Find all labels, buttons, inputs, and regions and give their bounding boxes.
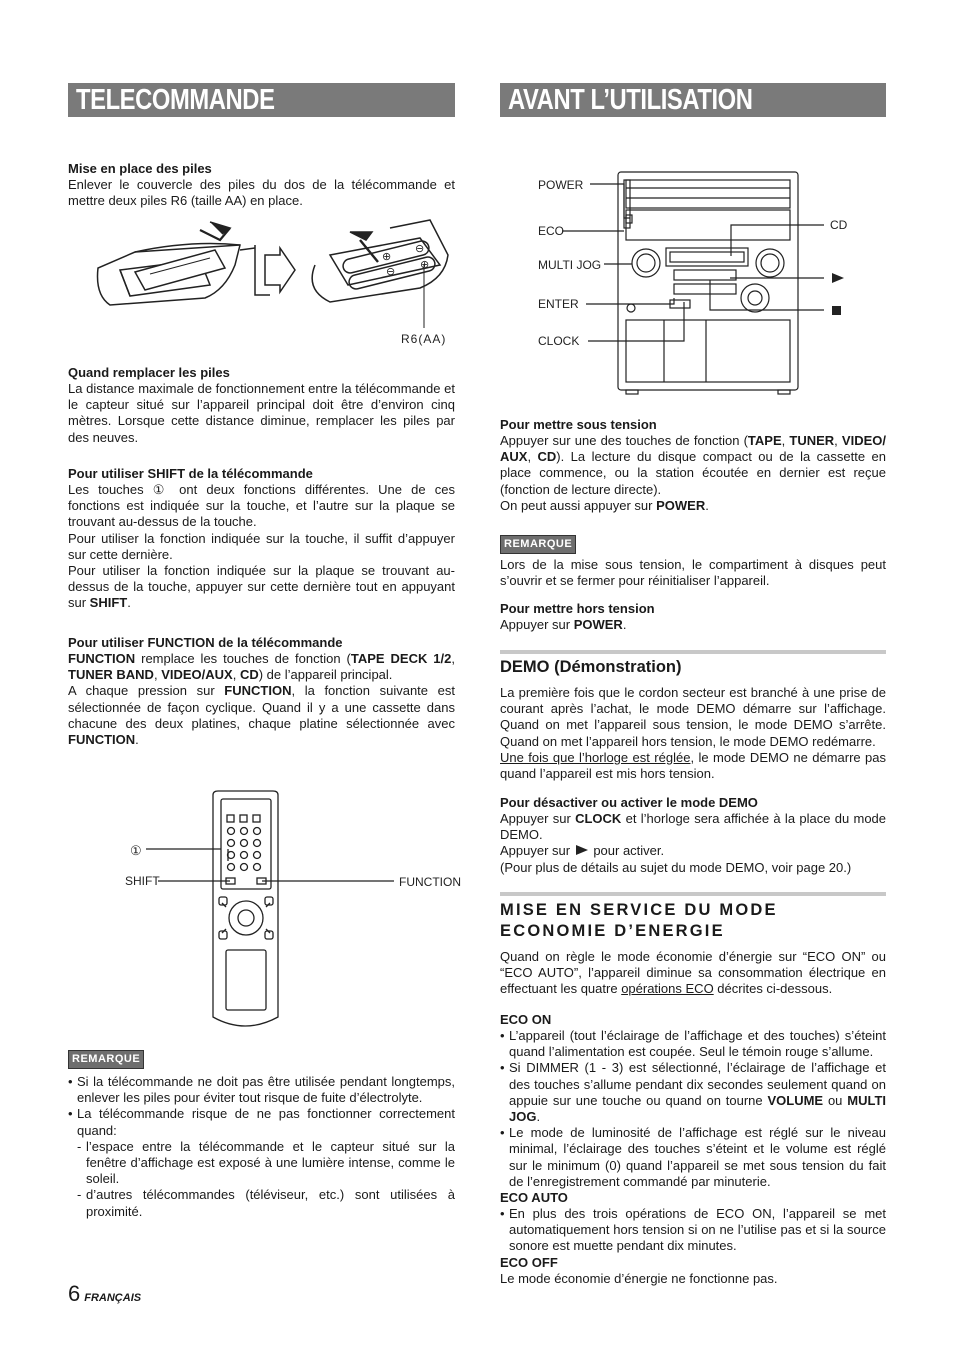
heading-mise-en-place: Mise en place des piles — [68, 161, 212, 176]
label-circled-1: ① — [130, 843, 142, 858]
section-banner-telecommande — [68, 83, 455, 117]
text-eco-off: Le mode économie d’énergie ne fonctionne pas. — [500, 1270, 778, 1286]
text-quand-remplacer: La distance maximale de fonctionnement entre la télécommande et le capteur situé sur l’appareil principal doit être d’environ cinq mètres. Lorsque cette distance diminue, remplacer les piles par des neuves. — [68, 381, 455, 445]
label-cd: CD — [830, 218, 848, 232]
section-function — [68, 635, 455, 748]
list-item: - d’autres télécommandes (téléviseur, etc.) sont utilisées à proximité. — [68, 1187, 455, 1219]
text-demo-toggle-3: (Pour plus de détails au sujet du mode DEMO, voir page 20.) — [500, 859, 852, 875]
label-multi-jog: MULTI JOG — [538, 258, 602, 272]
battery-install-illustration — [90, 210, 455, 350]
svg-text:⊖: ⊖ — [386, 266, 396, 278]
text-power-off: Appuyer sur POWER. — [500, 617, 627, 632]
stereo-unit-illustration — [534, 168, 854, 398]
remote-control-illustration — [118, 785, 468, 1035]
heading-eco-on: ECO ON — [500, 1012, 552, 1027]
text-power-on-2: On peut aussi appuyer sur POWER. — [500, 497, 709, 513]
text-power-on-1: Appuyer sur une des touches de fonction (TAPE, TUNER, VIDEO/ AUX, CD). La lecture du disque compact ou de la cassette en place commence, ou la station écoutée en dernier est reçue (fonction de lecture directe). — [500, 433, 886, 497]
eco-auto-list — [500, 1206, 886, 1255]
divider — [500, 892, 886, 896]
text-demo-toggle-2: Appuyer sur pour activer. — [500, 843, 665, 859]
section-shift — [68, 466, 455, 612]
list-item: • La télécommande risque de ne pas fonctionner correctement quand: — [68, 1106, 455, 1138]
page-title-avant: AVANT L’UTILISATION — [508, 84, 753, 116]
label-shift: SHIFT — [125, 874, 160, 888]
eco-on-list — [500, 1028, 886, 1190]
page-number: 6 — [68, 1281, 81, 1306]
page-title-telecommande: TELECOMMANDE — [76, 84, 275, 116]
section-batteries — [68, 161, 455, 209]
heading-function: Pour utiliser FUNCTION de la télécommande — [68, 635, 343, 650]
text-demo-2: Une fois que l’horloge est réglée, le mode DEMO ne démarre pas quand l’appareil est mis hors tension. — [500, 749, 886, 782]
text-mise-en-place: Enlever le couvercle des piles du dos de la télécommande et mettre deux piles R6 (taille AA) en place. — [68, 177, 455, 209]
heading-quand-remplacer: Quand remplacer les piles — [68, 365, 230, 380]
heading-shift: Pour utiliser SHIFT de la télécommande — [68, 466, 313, 481]
remarque-list-left — [68, 1074, 455, 1220]
list-item: - l’espace entre la télécommande et le capteur situé sur la fenêtre d’affichage est exposé à une lumière intense, comme le soleil. — [68, 1139, 455, 1188]
text-function-2: A chaque pression sur FUNCTION, la fonction suivante est sélectionnée de façon cyclique. Quand il y a une cassette dans chacune des deux platines, chaque platine sélectionnée avec FUNCTION. — [68, 683, 455, 748]
heading-eco: MISE EN SERVICE DU MODE ECONOMIE D’ENERGIE — [500, 901, 778, 940]
section-demo-toggle — [500, 795, 886, 876]
heading-demo: DEMO (Démonstration) — [500, 658, 682, 676]
svg-text:⊕: ⊕ — [420, 259, 430, 271]
play-icon — [576, 845, 588, 855]
heading-demo-toggle: Pour désactiver ou activer le mode DEMO — [500, 795, 758, 810]
language-label: FRANÇAIS — [84, 1292, 142, 1304]
heading-power-off: Pour mettre hors tension — [500, 601, 655, 616]
section-power-on — [500, 417, 886, 514]
list-item: • Le mode de luminosité de l’affichage est réglé sur le niveau minimal, l’éclairage des touches s’éteint et le volume est réglé sur le minimum (0) quand l’appareil se met sous tension du fait de l’enregistrement commandé par minuterie. — [500, 1125, 886, 1190]
page-footer — [68, 1281, 142, 1306]
section-banner-avant — [500, 83, 886, 117]
text-demo-1: La première fois que le cordon secteur est branché à une prise de courant après l’achat, le mode DEMO démarre sur l’affichage. Quand on met l’appareil sous tension, le mode DEMO s’arrête. Quand on met l’appareil hors tension, le mode DEMO redémarre. — [500, 685, 886, 749]
remarque-badge-right: REMARQUE — [500, 535, 576, 554]
list-item: • En plus des trois opérations de ECO ON, l’appareil se met automatiquement hors tension si on ne l’utilise pas et si la source sonore est muette pendant dix minutes. — [500, 1206, 886, 1255]
text-eco-intro: Quand on règle le mode économie d’énergie sur “ECO ON” ou “ECO AUTO”, l’appareil diminue sa consommation électrique en effectuant les quatre opérations ECO décrites ci-dessous. — [500, 949, 886, 997]
list-item: • Si DIMMER (1 - 3) est sélectionné, l’éclairage de l’affichage et des touches s’allume pendant dix secondes seulement quand on appuie sur une touche ou quand on tourne VOLUME ou MULTI JOG. — [500, 1060, 886, 1125]
heading-eco-auto: ECO AUTO — [500, 1190, 568, 1206]
list-item: • Si la télécommande ne doit pas être utilisée pendant longtemps, enlever les piles pour éviter tout risque de fuite d’électrolyte. — [68, 1074, 455, 1106]
remarque-badge-left: REMARQUE — [68, 1050, 144, 1069]
divider — [500, 650, 886, 654]
section-demo — [500, 657, 886, 782]
svg-text:⊖: ⊖ — [415, 243, 425, 255]
section-replace — [68, 365, 455, 446]
label-enter: ENTER — [538, 297, 579, 311]
label-power: POWER — [538, 178, 584, 192]
section-power-off — [500, 601, 886, 633]
text-function-1: FUNCTION remplace les touches de fonction (TAPE DECK 1/2, TUNER BAND, VIDEO/AUX, CD) de l’appareil principal. — [68, 651, 455, 683]
label-eco: ECO — [538, 224, 565, 238]
section-eco — [500, 900, 886, 998]
text-shift-1: Les touches ① ont deux fonctions différentes. Une de ces fonctions est indiquée sur la touche, et l’autre sur la plaque se trouvant au-dessus de la touche. — [68, 482, 455, 530]
text-demo-toggle-1: Appuyer sur CLOCK et l’horloge sera affichée à la place du mode DEMO. — [500, 811, 887, 843]
label-function: FUNCTION — [399, 875, 461, 889]
svg-text:⊕: ⊕ — [382, 251, 392, 263]
heading-power-on: Pour mettre sous tension — [500, 417, 657, 432]
text-shift-3: Pour utiliser la fonction indiquée sur la plaque se trouvant au-dessus de la touche, appuyer sur cette dernière tout en appuyant sur SHIFT. — [68, 563, 455, 611]
section-remarque-left — [68, 1050, 455, 1220]
label-clock: CLOCK — [538, 334, 580, 348]
list-item: • L’appareil (tout l’éclairage de l’affichage et des touches) s’éteint quand l’alimentation est coupée. Seul le témoin rouge s’allume. — [500, 1028, 886, 1060]
section-eco-on — [500, 1012, 886, 1287]
text-shift-2: Pour utiliser la fonction indiquée sur la touche, il suffit d’appuyer sur cette dernière. — [68, 530, 455, 562]
label-r6aa: R6(AA) — [401, 332, 447, 346]
heading-eco-off: ECO OFF — [500, 1254, 558, 1270]
section-remarque-right — [500, 535, 886, 589]
text-remarque-right: Lors de la mise sous tension, le compartiment à disques peut s’ouvrir et se fermer pour réinitialiser l’appareil. — [500, 557, 886, 589]
